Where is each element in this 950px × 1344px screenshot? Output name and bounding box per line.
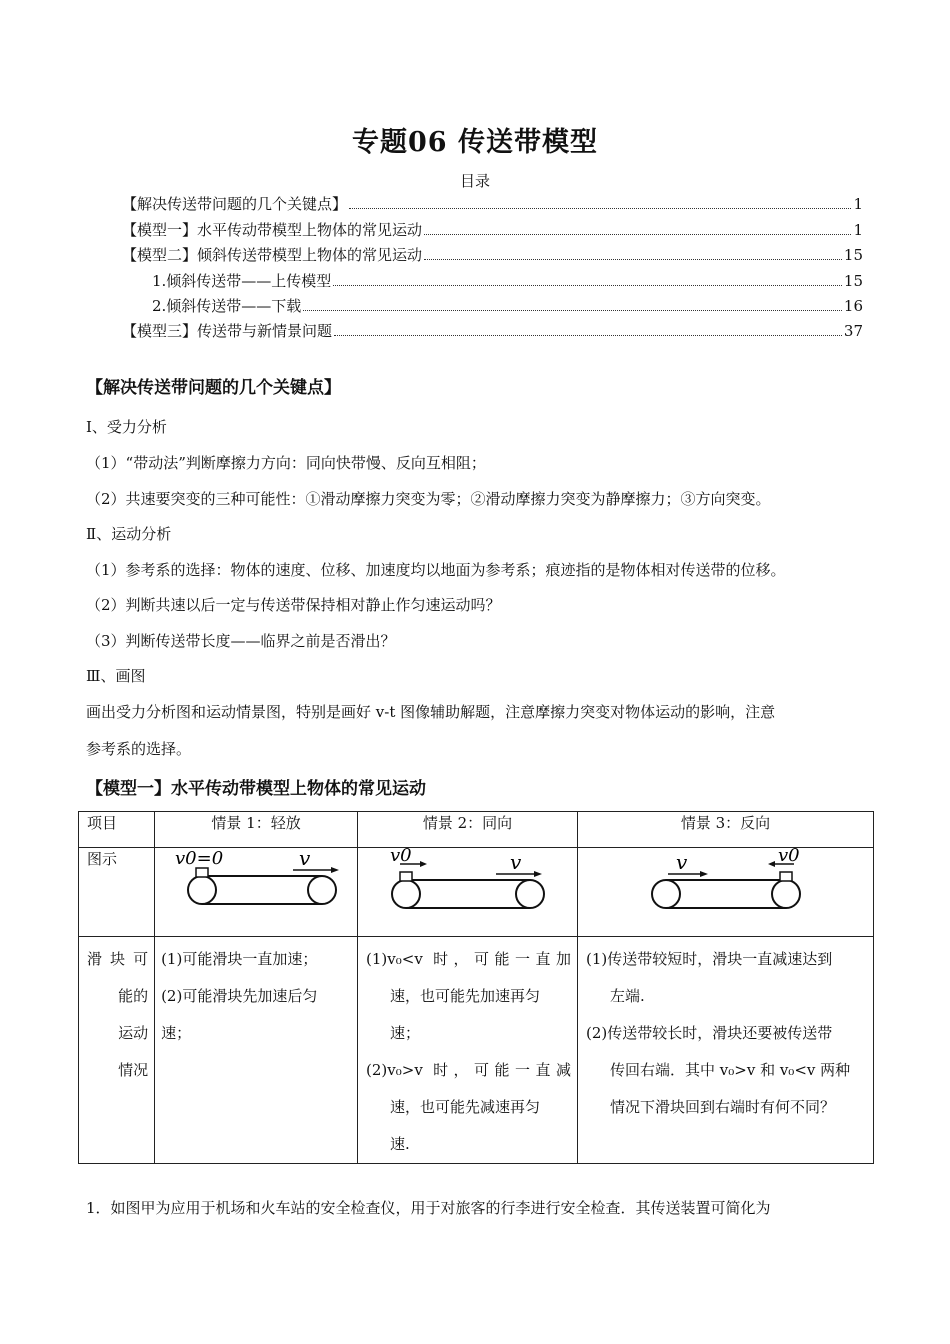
paragraph: （3）判断传送带长度——临界之前是否滑出？ xyxy=(86,632,396,650)
toc-leader xyxy=(424,259,842,260)
toc-entry-page: 15 xyxy=(843,272,863,290)
paragraph: （1）参考系的选择：物体的速度、位移、加速度均以地面为参考系；痕迹指的是物体相对传送带的位移。 xyxy=(86,561,786,579)
section-heading: 【模型一】水平传动带模型上物体的常见运动 xyxy=(86,779,426,799)
table-cell-label: 图示 xyxy=(79,848,155,937)
subheading: Ⅲ、画图 xyxy=(86,667,146,685)
toc-entry-page: 1 xyxy=(853,221,863,239)
toc-leader xyxy=(424,234,851,235)
table-header: 情景 2：同向 xyxy=(358,812,578,848)
section-heading: 【解决传送带问题的几个关键点】 xyxy=(86,378,341,398)
paragraph: 参考系的选择。 xyxy=(86,740,192,758)
toc-entry-page: 1 xyxy=(853,195,863,213)
toc-entry[interactable] xyxy=(122,219,863,241)
figure-label: v0 xyxy=(390,848,412,866)
paragraph: （2）共速要突变的三种可能性：①滑动摩擦力突变为零；②滑动摩擦力突变为静摩擦力；③方向突变。 xyxy=(86,490,771,508)
model-table xyxy=(78,811,874,1164)
table-header: 项目 xyxy=(79,812,155,848)
figure-cell xyxy=(358,848,578,937)
toc-leader xyxy=(303,310,842,311)
subheading: Ⅱ、运动分析 xyxy=(86,525,172,543)
toc-entry[interactable] xyxy=(152,270,863,292)
table-header: 情景 1：轻放 xyxy=(155,812,358,848)
table-row xyxy=(79,937,874,1164)
figure-label: v xyxy=(676,850,688,874)
toc-leader xyxy=(334,335,842,336)
paragraph: 画出受力分析图和运动情景图，特别是画好 v-t 图像辅助解题，注意摩擦力突变对物体运动的影响，注意 xyxy=(86,703,776,721)
toc-leader xyxy=(333,285,842,286)
toc-entry-text: 【模型三】传送带与新情景问题 xyxy=(122,322,333,340)
toc-entry-page: 37 xyxy=(843,322,863,340)
toc-leader xyxy=(349,208,851,209)
toc-entry-page: 16 xyxy=(843,297,863,315)
conveyor-figure-3 xyxy=(578,848,872,932)
figure-cell xyxy=(155,848,358,937)
figure-label: v0 xyxy=(778,848,800,866)
paragraph: （2）判断共速以后一定与传送带保持相对静止作匀速运动吗？ xyxy=(86,596,501,614)
document-title: 专题06 传送带模型 xyxy=(352,127,598,158)
toc-entry[interactable] xyxy=(122,244,863,266)
toc-entry[interactable] xyxy=(122,193,863,215)
toc-entry-text: 2.倾斜传送带——下载 xyxy=(152,297,302,315)
figure-label: v xyxy=(510,850,522,874)
question-text: 1．如图甲为应用于机场和火车站的安全检查仪，用于对旅客的行李进行安全检查．其传送装置可简化为 xyxy=(86,1199,771,1217)
figure-label: v0=0 xyxy=(175,848,224,869)
table-cell: (1)v₀<v 时，可能一直加 速，也可能先加速再匀 速； (2)v₀>v 时，可能一直减 速，也可能先减速再匀 速. xyxy=(358,937,578,1164)
table-cell: (1)可能滑块一直加速； (2)可能滑块先加速后匀 速； xyxy=(155,937,358,1164)
figure-cell xyxy=(578,848,874,937)
toc-entry[interactable] xyxy=(122,320,863,342)
table-header: 情景 3：反向 xyxy=(578,812,874,848)
toc-entry-page: 15 xyxy=(843,246,863,264)
table-cell: (1)传送带较短时，滑块一直减速达到 左端. (2)传送带较长时，滑块还要被传送带 传回右端．其中 v₀>v 和 v₀<v 两种 情况下滑块回到右端时有何不同？ xyxy=(578,937,874,1164)
table-header-row xyxy=(79,812,874,848)
toc-entry-text: 【解决传送带问题的几个关键点】 xyxy=(122,195,348,213)
toc-entry-text: 【模型二】倾斜传送带模型上物体的常见运动 xyxy=(122,246,423,264)
figure-label: v xyxy=(299,848,311,870)
table-row xyxy=(79,848,874,937)
table-cell-label: 滑 块 可 能的 运动 情况 xyxy=(79,937,155,1164)
subheading: Ⅰ、受力分析 xyxy=(86,418,167,436)
toc-entry-text: 【模型一】水平传动带模型上物体的常见运动 xyxy=(122,221,423,239)
conveyor-figure-1 xyxy=(155,848,355,932)
toc-entry-text: 1.倾斜传送带——上传模型 xyxy=(152,272,332,290)
toc-entry[interactable] xyxy=(152,295,863,317)
toc-heading: 目录 xyxy=(459,172,490,190)
conveyor-figure-2 xyxy=(358,848,576,932)
paragraph: （1）“带动法”判断摩擦力方向：同向快带慢、反向互相阻； xyxy=(86,454,486,472)
